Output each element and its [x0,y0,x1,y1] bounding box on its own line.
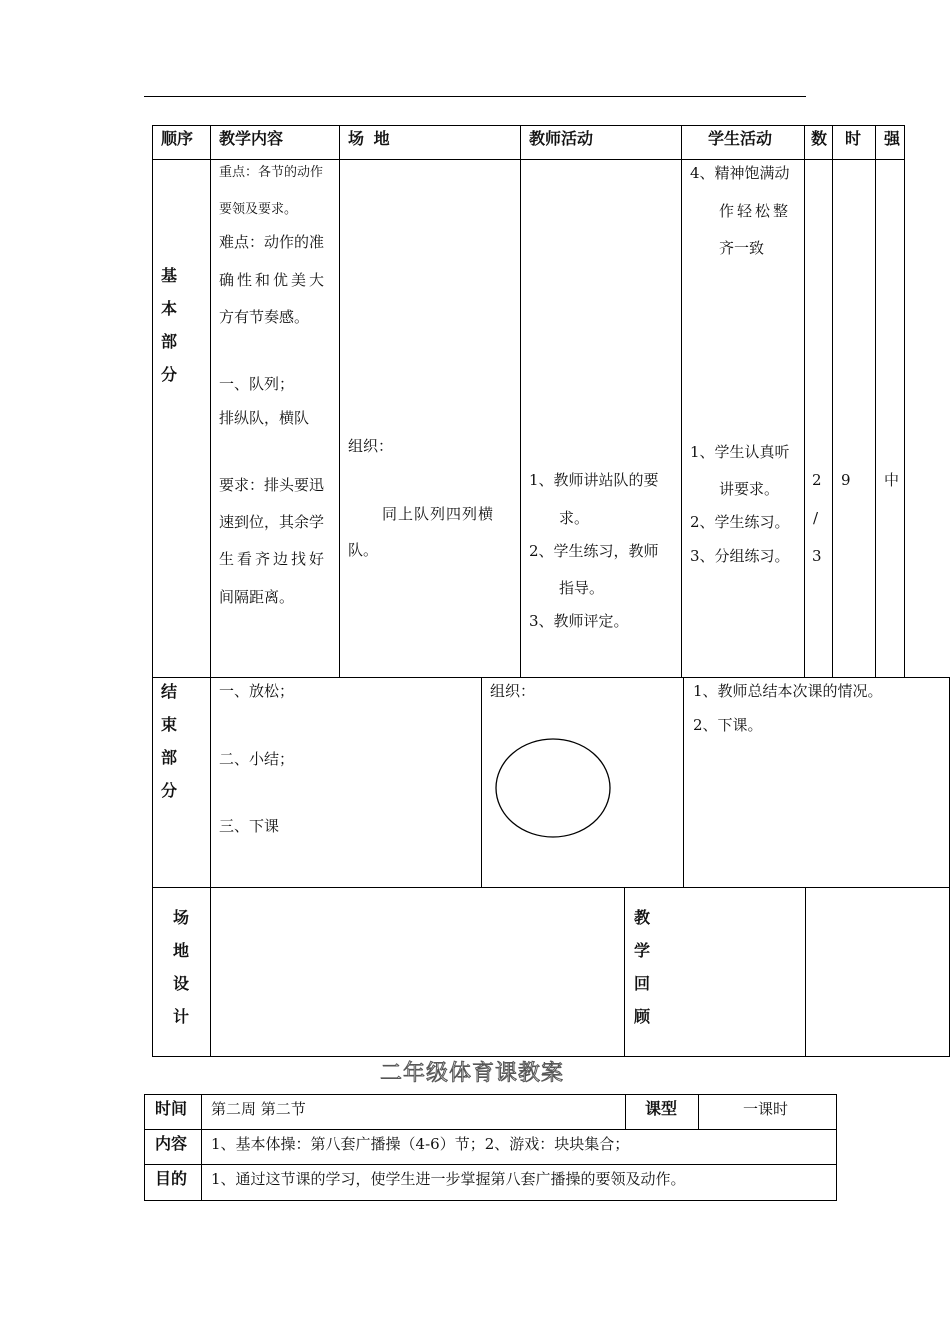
student-top-line2: 作轻松整 [719,202,792,220]
header-teacher: 教师活动 [529,129,594,148]
lesson2-type-label: 课型 [645,1099,678,1118]
student-line3: 2、学生练习。 [690,513,790,531]
venue-org-text2: 队。 [348,541,379,559]
venue-org-label: 组织： [348,437,394,455]
teacher-line4: 指导。 [559,579,605,597]
ending-section-label: 结 束 部 分 [160,682,177,800]
key-point-line1: 重点：各节的动作 [219,165,324,180]
count-value-2: / [813,509,819,527]
lesson2-goal-label: 目的 [155,1169,188,1188]
lesson2-type-value: 一课时 [743,1100,789,1118]
teaching-review-label: 教 学 回 顾 [633,908,650,1026]
count-value-3: 3 [812,547,822,565]
header-content: 教学内容 [219,129,284,148]
ending-item2: 二、小结； [219,750,295,768]
ending-org-label: 组织： [490,682,536,700]
requirement-line1: 要求：排头要迅 [219,476,325,494]
lesson2-time-label: 时间 [155,1099,188,1118]
formation-circle [493,736,613,840]
teacher-line1: 1、教师讲站队的要 [529,471,659,489]
lesson2-time-value: 第二周 第二节 [211,1100,306,1118]
key-point-line2: 要领及要求。 [219,202,298,217]
header-order: 顺序 [161,129,194,148]
lesson2-content-label: 内容 [155,1134,188,1153]
header-venue: 场 地 [348,129,392,148]
student-top-line1: 4、精神饱满动 [690,164,790,182]
difficulty-line1: 难点：动作的准 [219,233,325,251]
item1-title: 一、队列； [219,375,295,393]
student-line4: 3、分组练习。 [690,547,790,565]
difficulty-line2: 确性和优美大 [219,271,328,289]
ending-teacher-line2: 2、下课。 [693,716,763,734]
intensity-value: 中 [884,471,900,489]
top-rule [144,96,806,97]
ending-teacher-line1: 1、教师总结本次课的情况。 [693,682,883,700]
student-line2: 讲要求。 [719,480,780,498]
difficulty-line3: 方有节奏感。 [219,308,310,326]
requirement-line3: 生看齐边找好 [219,550,328,568]
venue-design-label: 场 地 设 计 [172,908,189,1026]
item1-detail: 排纵队，横队 [219,409,310,427]
basic-section-label: 基 本 部 分 [160,266,177,384]
requirement-line2: 速到位，其余学 [219,513,325,531]
teacher-line5: 3、教师评定。 [529,612,629,630]
header-count: 数 [811,129,828,148]
ending-item1: 一、放松； [219,682,295,700]
lesson2-goal-value: 1、通过这节课的学习，使学生进一步掌握第八套广播操的要领及动作。 [211,1170,686,1188]
lesson2-content-value: 1、基本体操：第八套广播操（4-6）节；2、游戏：块块集合； [211,1135,630,1153]
teacher-line2: 求。 [559,509,590,527]
student-line1: 1、学生认真听 [690,443,790,461]
ending-item3: 三、下课 [219,817,280,835]
time-value: 9 [841,471,851,489]
header-intensity: 强 [884,129,901,148]
teacher-line3: 2、学生练习，教师 [529,542,659,560]
header-time: 时 [845,129,862,148]
venue-org-text1: 同上队列四列横 [382,505,495,523]
header-student: 学生活动 [708,129,773,148]
count-value-1: 2 [812,471,822,489]
requirement-line4: 间隔距离。 [219,588,295,606]
student-top-line3: 齐一致 [719,239,765,257]
lesson2-title: 二年级体育课教案 [380,1061,565,1086]
